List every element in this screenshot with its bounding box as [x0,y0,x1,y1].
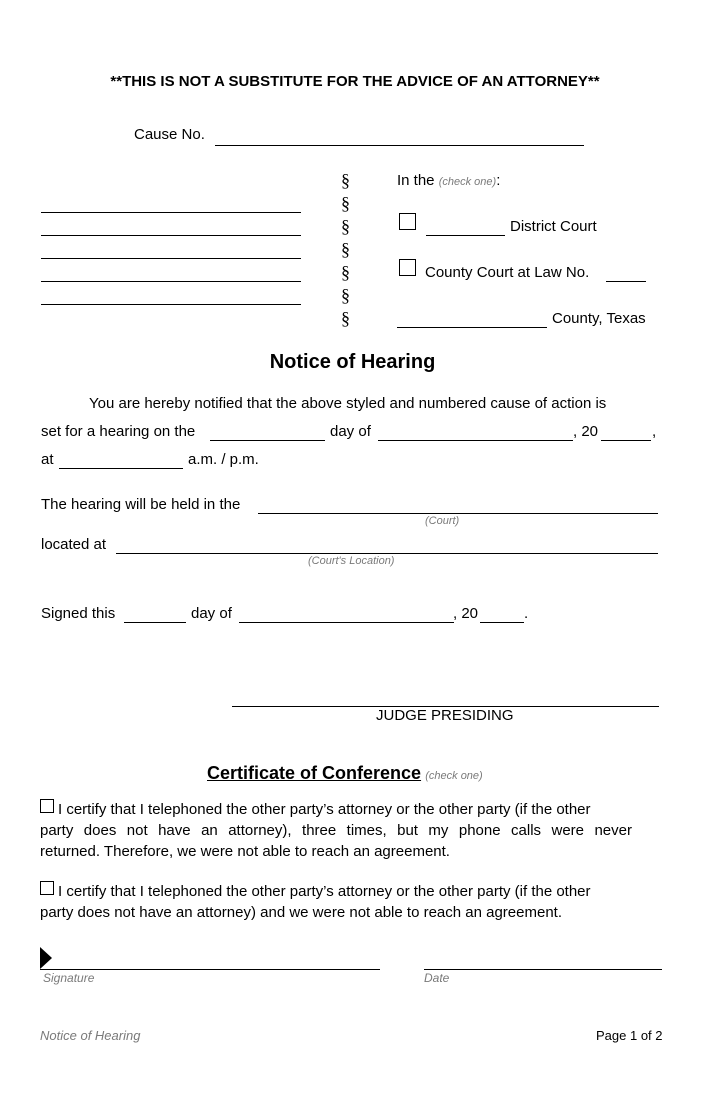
located-at-label: located at [41,536,107,553]
county-court-number-field[interactable] [606,281,646,282]
certificate-heading [207,763,483,784]
certificate-option-2-line-2: party does not have an attorney) and we were not able to reach an agreement. [40,904,562,921]
judge-presiding-label: JUDGE PRESIDING [376,707,514,724]
district-court-label: District Court [510,218,597,235]
footer-page-number: Page 1 of 2 [596,1028,663,1043]
hearing-month-field[interactable] [378,440,573,441]
county-court-checkbox[interactable] [399,259,416,276]
party-line-3[interactable] [41,258,301,259]
party-line-4[interactable] [41,281,301,282]
signed-day-field[interactable] [124,622,186,623]
footer-document-name: Notice of Hearing [40,1028,141,1043]
section-symbol: § [341,193,350,213]
certificate-option-2-line-1: I certify that I telephoned the other party’s attorney or the other party (if the other [58,883,591,900]
certificate-option-2 [40,881,640,923]
section-symbol: § [341,239,350,259]
cause-number-field[interactable] [215,145,584,146]
certificate-option-1 [40,799,632,862]
notice-line-1: You are hereby notified that the above styled and numbered cause of action is [89,395,607,412]
date-line[interactable] [424,969,662,970]
hearing-year-field[interactable] [601,440,651,441]
in-the-label [397,172,500,189]
section-symbol: § [341,170,350,190]
date-label: Date [424,971,450,985]
signature-pointer-icon [40,947,52,969]
party-line-2[interactable] [41,235,301,236]
hearing-time-field[interactable] [59,468,183,469]
colon: : [496,172,501,189]
party-line-5[interactable] [41,304,301,305]
signed-day-of-label: day of [191,605,232,622]
certificate-option-1-line-1: I certify that I telephoned the other party’s attorney or the other party (if the other [58,801,591,818]
year-prefix: , 20 [573,423,599,440]
signed-year-field[interactable] [480,622,524,623]
ampm-label: a.m. / p.m. [188,451,259,468]
notice-line-2-start: set for a hearing on the [41,423,196,440]
certificate-check-one: (check one) [425,770,483,782]
court-field[interactable] [258,513,658,514]
county-texas-label: County, Texas [552,310,646,327]
certificate-option-1-line-2: party does not have an attorney), three times, but my phone calls were never [40,822,632,839]
signed-this-label: Signed this [41,605,116,622]
cause-number-label: Cause No. [134,126,205,143]
at-label: at [41,451,54,468]
district-number-field[interactable] [426,235,505,236]
check-one-hint: (check one) [438,176,497,188]
hearing-day-field[interactable] [210,440,325,441]
court-location-field[interactable] [116,553,658,554]
signed-year-prefix: , 20 [453,605,479,622]
certificate-option-1-line-3: returned. Therefore, we were not able to reach an agreement. [40,843,450,860]
disclaimer-heading: **THIS IS NOT A SUBSTITUTE FOR THE ADVICE OF AN ATTORNEY** [110,73,600,90]
section-symbol: § [341,216,350,236]
page-title: Notice of Hearing [269,351,436,373]
certificate-title: Certificate of Conference [207,763,422,783]
day-of-label: day of [330,423,371,440]
in-the-text: In the [397,172,435,189]
district-court-checkbox[interactable] [399,213,416,230]
section-symbol: § [341,262,350,282]
held-in-label: The hearing will be held in the [41,496,241,513]
court-caption: (Court) [425,515,460,527]
signed-period: . [524,605,529,622]
party-line-1[interactable] [41,212,301,213]
signature-label: Signature [43,971,95,985]
signature-line[interactable] [40,969,380,970]
section-symbol: § [341,308,350,328]
section-symbol: § [341,285,350,305]
county-name-field[interactable] [397,327,547,328]
trail-comma: , [652,423,657,440]
signed-month-field[interactable] [239,622,454,623]
county-court-law-label: County Court at Law No. [425,264,590,281]
court-location-caption: (Court's Location) [308,555,395,567]
